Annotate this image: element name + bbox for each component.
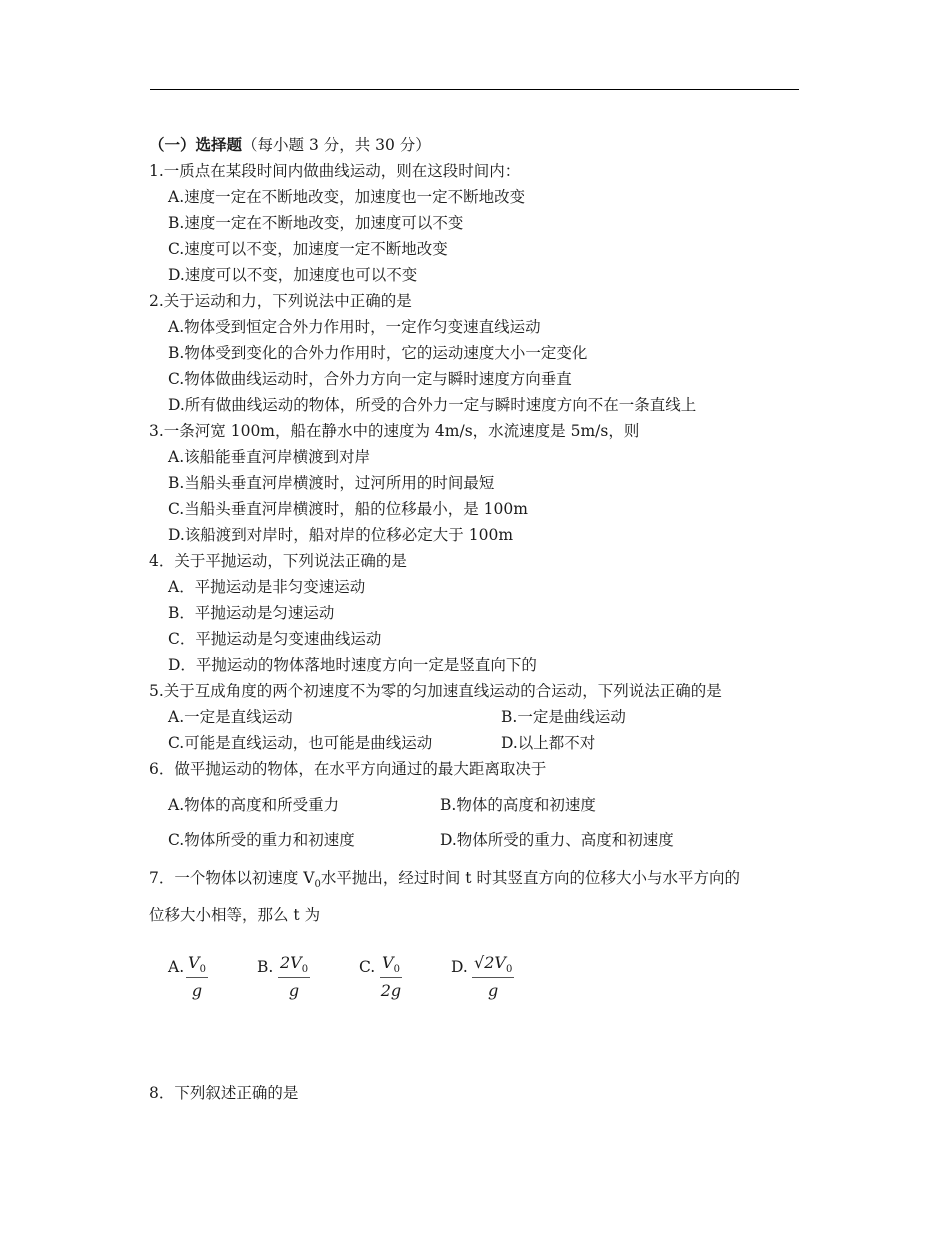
header-rule: [150, 89, 799, 90]
fraction-denominator: g: [288, 981, 300, 1001]
question-4-option-c: C．平抛运动是匀变速曲线运动: [168, 630, 382, 648]
question-7-stem-subscript: 0: [314, 879, 321, 891]
question-8-stem: 8．下列叙述正确的是: [149, 1084, 299, 1102]
question-7-stem-line1: [149, 868, 740, 895]
question-4-option-a: A．平抛运动是非匀变速运动: [168, 578, 366, 596]
fraction-denominator: g: [191, 981, 203, 1001]
question-7-option-b-fraction: [278, 953, 310, 1000]
section-heading: [149, 135, 431, 155]
question-3-option-b: B.当船头垂直河岸横渡时，过河所用的时间最短: [168, 474, 495, 492]
question-1-option-c: C.速度可以不变，加速度一定不断地改变: [168, 240, 448, 258]
question-6-option-b: B.物体的高度和初速度: [440, 796, 596, 814]
question-4-option-b: B．平抛运动是匀速运动: [168, 604, 335, 622]
section-note: （每小题 3 分，共 30 分）: [242, 136, 431, 154]
question-3-option-d: D.该船渡到对岸时，船对岸的位移必定大于 100m: [168, 526, 514, 544]
question-6-option-c: C.物体所受的重力和初速度: [168, 831, 355, 849]
question-6-option-d: D.物体所受的重力、高度和初速度: [440, 831, 674, 849]
question-3-option-c: C.当船头垂直河岸横渡时，船的位移最小，是 100m: [168, 500, 528, 518]
question-6-option-a: A.物体的高度和所受重力: [168, 796, 340, 814]
fraction-numerator: $√2V_0$: [472, 953, 514, 978]
question-3-stem: 3.一条河宽 100m，船在静水中的速度为 4m/s，水流速度是 5m/s，则: [149, 422, 640, 440]
question-7-stem-start: 7．一个物体以初速度 V: [149, 869, 315, 887]
question-1-stem: 1.一质点在某段时间内做曲线运动，则在这段时间内：: [149, 162, 521, 180]
question-7-stem-rest: 水平抛出，经过时间 t 时其竖直方向的位移大小与水平方向的: [320, 869, 740, 887]
question-3-option-a: A.该船能垂直河岸横渡到对岸: [168, 448, 371, 466]
question-7-option-d-fraction: [472, 953, 514, 1000]
question-4-stem: 4．关于平抛运动，下列说法正确的是: [149, 552, 407, 570]
question-5-option-c: C.可能是直线运动，也可能是曲线运动: [168, 734, 433, 752]
question-7-option-a-label: A.: [168, 958, 185, 976]
question-7-option-a-fraction: [186, 953, 208, 1000]
question-4-option-d: D．平抛运动的物体落地时速度方向一定是竖直向下的: [168, 656, 537, 674]
question-5-option-d: D.以上都不对: [501, 734, 596, 752]
question-2-option-c: C.物体做曲线运动时，合外力方向一定与瞬时速度方向垂直: [168, 370, 572, 388]
question-2-stem: 2.关于运动和力，下列说法中正确的是: [149, 292, 412, 310]
question-5-option-a: A.一定是直线运动: [168, 708, 293, 726]
fraction-numerator: $V_0$: [380, 953, 402, 978]
question-1-option-d: D.速度可以不变，加速度也可以不变: [168, 266, 418, 284]
question-2-option-b: B.物体受到变化的合外力作用时，它的运动速度大小一定变化: [168, 344, 588, 362]
question-7-option-c-fraction: [380, 953, 402, 1000]
question-7-option-b-label: B.: [257, 958, 274, 976]
question-7-option-c-label: C.: [359, 958, 376, 976]
question-1-option-a: A.速度一定在不断地改变，加速度也一定不断地改变: [168, 188, 526, 206]
question-5-stem: 5.关于互成角度的两个初速度不为零的匀加速直线运动的合运动，下列说法正确的是: [149, 682, 722, 700]
question-2-option-d: D.所有做曲线运动的物体，所受的合外力一定与瞬时速度方向不在一条直线上: [168, 396, 697, 414]
question-7-option-d-label: D.: [451, 958, 468, 976]
question-7-stem-line2: 位移大小相等，那么 t 为: [149, 906, 321, 924]
fraction-numerator: $2V_0$: [278, 953, 310, 978]
question-5-option-b: B.一定是曲线运动: [501, 708, 626, 726]
fraction-denominator: 2g: [380, 981, 402, 1001]
section-title: （一）选择题: [149, 135, 243, 154]
fraction-numerator: $V_0$: [186, 953, 208, 978]
fraction-denominator: g: [488, 981, 499, 1001]
question-2-option-a: A.物体受到恒定合外力作用时，一定作匀变速直线运动: [168, 318, 541, 336]
question-1-option-b: B.速度一定在不断地改变，加速度可以不变: [168, 214, 464, 232]
question-6-stem: 6．做平抛运动的物体，在水平方向通过的最大距离取决于: [149, 760, 547, 778]
